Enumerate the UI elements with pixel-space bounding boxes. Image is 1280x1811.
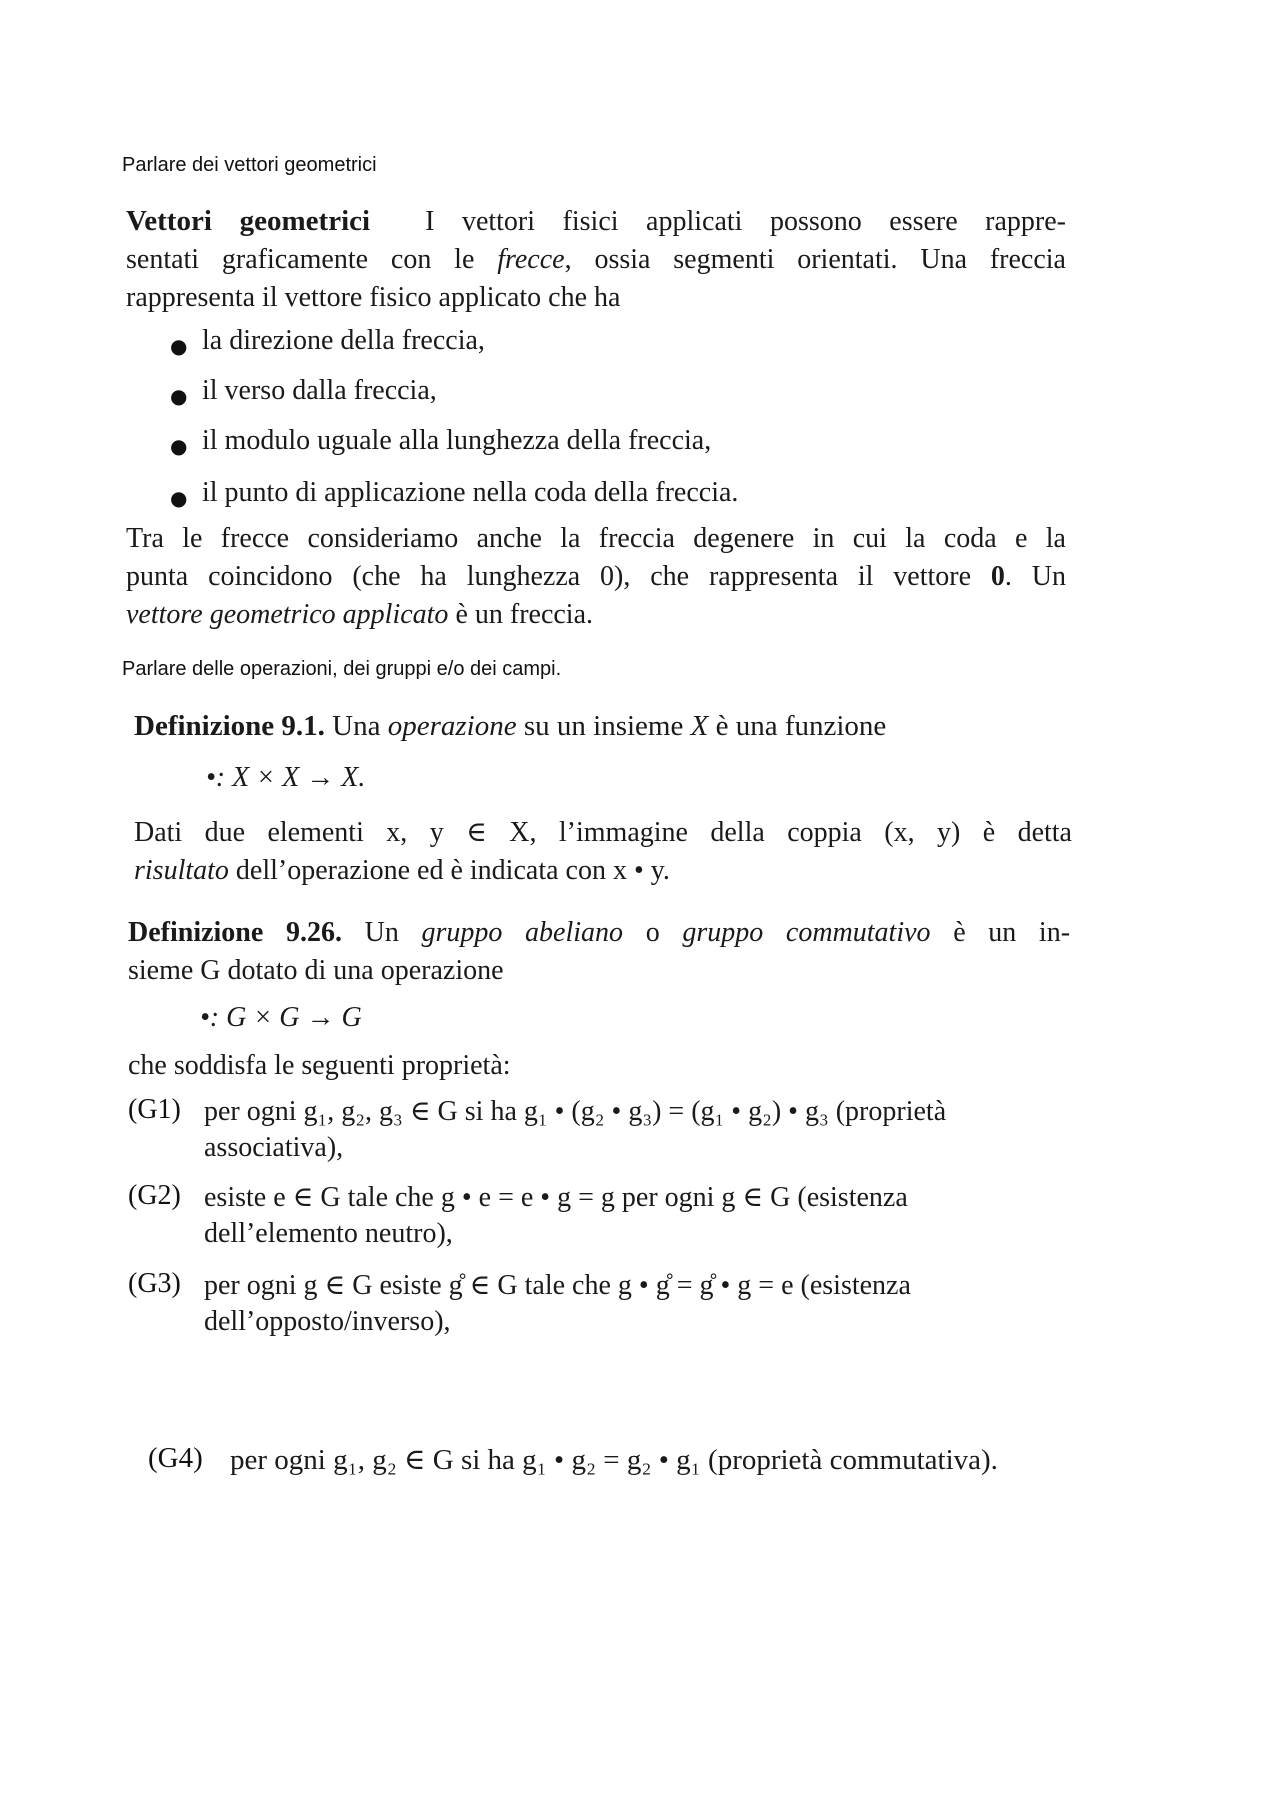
prop-g3-line-2: dell’opposto/inverso), bbox=[204, 1306, 451, 1337]
bullet-item-4: il punto di applicazione nella coda della freccia. bbox=[202, 477, 739, 508]
note-operazioni: Parlare delle operazioni, dei gruppi e/o dei campi. bbox=[122, 658, 562, 680]
def91-text-b: su un insieme bbox=[516, 710, 691, 742]
vettori-line-2 bbox=[126, 241, 1066, 279]
vettori-line1-text: I vettori fisici applicati possono essere rappre- bbox=[425, 206, 1067, 237]
def926-label: Definizione 9.26. bbox=[128, 917, 342, 948]
vettori-after-line-3 bbox=[126, 596, 1066, 634]
vettori-after2b: . Un bbox=[1004, 561, 1066, 592]
def91-label: Definizione 9.1. bbox=[134, 710, 325, 742]
def926-gruppo-abeliano: gruppo abeliano bbox=[421, 917, 624, 948]
def926-line1b: o bbox=[623, 917, 683, 948]
def926-line-1 bbox=[128, 914, 1070, 952]
prop-g4-line: per ogni g₁, g₂ ∈ G si ha g₁ • g₂ = g₂ • g₁ (proprietà commutativa). bbox=[230, 1444, 998, 1476]
def91-line-2: Dati due elementi x, y ∈ X, l’immagine della coppia (x, y) è detta bbox=[134, 817, 1072, 848]
prop-g1-line-1: per ogni g₁, g₂, g₃ ∈ G si ha g₁ • (g₂ • g₃) = (g₁ • g₂) • g₃ (proprietà bbox=[204, 1096, 947, 1127]
vettore-geometrico-italic: vettore geometrico applicato bbox=[126, 599, 449, 630]
def91-text-a: Una bbox=[324, 710, 388, 742]
vettori-after2a: punta coincidono (che ha lunghezza 0), che rappresenta il vettore bbox=[126, 561, 991, 592]
prop-tag-g2: (G2) bbox=[128, 1180, 181, 1211]
def91-body bbox=[134, 814, 1072, 890]
def926-gruppo-commutativo: gruppo commutativo bbox=[682, 917, 931, 948]
vettori-line-3: rappresenta il vettore fisico applicato che ha bbox=[126, 282, 621, 313]
bullet-dot: ● bbox=[170, 334, 188, 358]
prop-tag-g1: (G1) bbox=[128, 1094, 181, 1125]
def91-X: X bbox=[690, 710, 709, 742]
note-vettori: Parlare dei vettori geometrici bbox=[122, 154, 377, 176]
bullet-item-2: il verso dalla freccia, bbox=[202, 375, 437, 406]
vettori-after-line-2 bbox=[126, 558, 1066, 596]
bullet-dot: ● bbox=[170, 384, 188, 408]
prop-g3-line-1: per ogni g ∈ G esiste g̊ ∈ G tale che g • g̊ = g̊ • g = e (esistenza bbox=[204, 1270, 911, 1301]
def926-formula: •: G × G → G bbox=[200, 1002, 362, 1033]
prop-tag-g3: (G3) bbox=[128, 1268, 181, 1299]
def926-line-2: sieme G dotato di una operazione bbox=[128, 955, 504, 986]
vettori-line2b: , ossia segmenti orientati. Una freccia bbox=[564, 244, 1066, 275]
def926-intro bbox=[128, 914, 1070, 990]
def91-operazione: operazione bbox=[387, 710, 517, 742]
def926-line1a: Un bbox=[341, 917, 422, 948]
def91-text-c: è una funzione bbox=[708, 710, 887, 742]
bullet-dot: ● bbox=[170, 434, 188, 458]
prop-g1-line-2: associativa), bbox=[204, 1132, 344, 1163]
bullet-item-3: il modulo uguale alla lunghezza della freccia, bbox=[202, 425, 712, 456]
def91-line3b: dell’operazione ed è indicata con x • y. bbox=[228, 855, 670, 886]
bullet-item-1: la direzione della freccia, bbox=[202, 325, 485, 356]
bullet-dot: ● bbox=[170, 486, 188, 510]
def91-line-3 bbox=[134, 852, 1072, 890]
vettori-frecce-italic: frecce bbox=[497, 244, 565, 275]
prop-g2-line-2: dell’elemento neutro), bbox=[204, 1218, 453, 1249]
prop-tag-g4: (G4) bbox=[148, 1442, 203, 1474]
vettori-line-1 bbox=[126, 202, 1066, 241]
prop-g2-line-1: esiste e ∈ G tale che g • e = e • g = g per ogni g ∈ G (esistenza bbox=[204, 1182, 908, 1213]
vettori-line2a: sentati graficamente con le bbox=[126, 244, 498, 275]
vettori-intro bbox=[126, 202, 1066, 317]
def926-line1c: è un in- bbox=[930, 917, 1071, 948]
def926-line-3: che soddisfa le seguenti proprietà: bbox=[128, 1050, 511, 1081]
def91-formula: •: X × X → X. bbox=[206, 762, 366, 793]
vettori-after-line-1: Tra le frecce consideriamo anche la freccia degenere in cui la coda e la bbox=[126, 523, 1066, 554]
def91-line-1 bbox=[134, 710, 886, 743]
vettori-after bbox=[126, 520, 1066, 634]
def91-risultato: risultato bbox=[134, 855, 229, 886]
vettore-zero: 0 bbox=[990, 561, 1005, 592]
vettori-heading: Vettori geometrici bbox=[126, 205, 371, 237]
vettori-after3b: è un freccia. bbox=[448, 599, 594, 630]
